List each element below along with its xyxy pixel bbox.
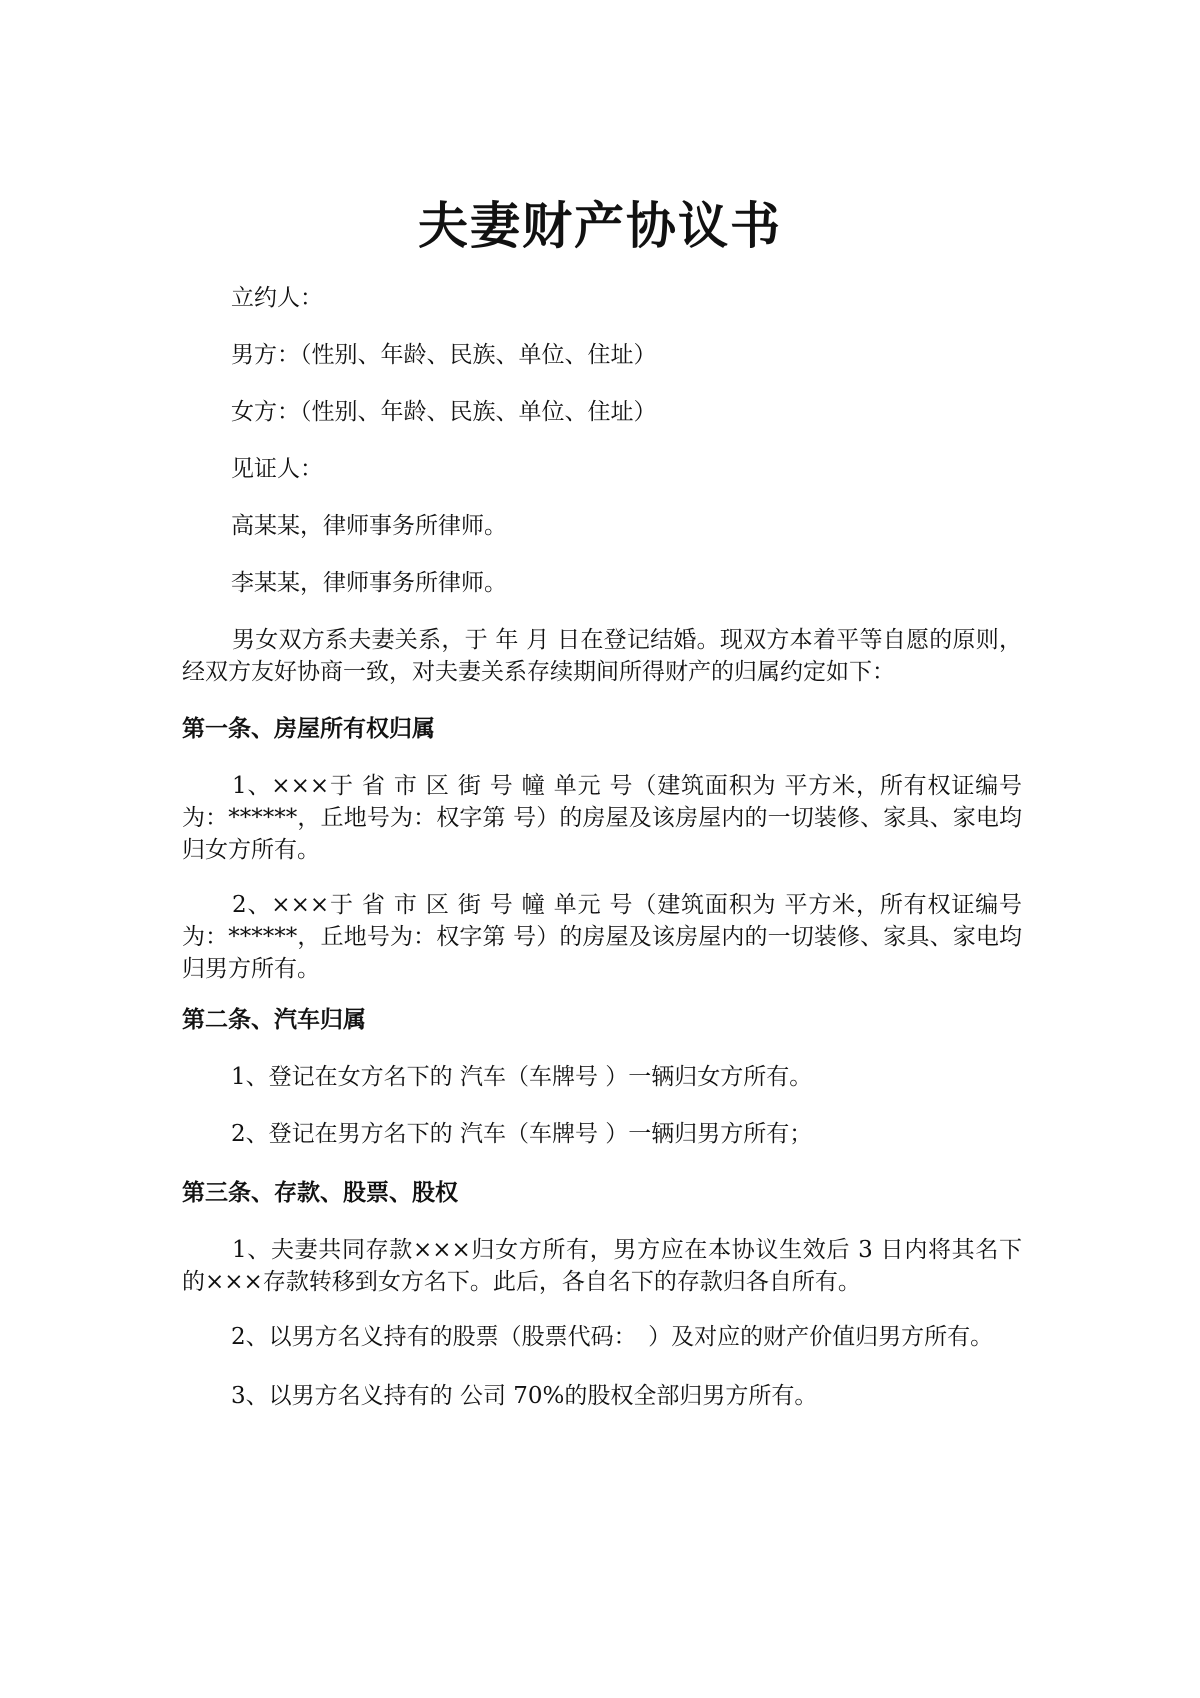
- witness-label: 见证人：: [231, 456, 323, 482]
- article-1-heading: 第一条、房屋所有权归属: [182, 716, 435, 742]
- article-3-item-3: 3、以男方名义持有的 公司 70%的股权全部归男方所有。: [231, 1383, 818, 1409]
- article-2-heading: 第二条、汽车归属: [182, 1007, 366, 1033]
- article-3-heading: 第三条、存款、股票、股权: [182, 1180, 458, 1206]
- document-title: 夫妻财产协议书: [418, 197, 782, 255]
- witness-2-line: 李某某，律师事务所律师。: [231, 570, 507, 596]
- article-1-item-1: 1、×××于 省 市 区 街 号 幢 单元 号（建筑面积为 平方米，所有权证编号为：******，丘地号为：权字第 号）的房屋及该房屋内的一切装修、家具、家电均归女方所有。: [182, 773, 1022, 863]
- article-1-item-2: 2、×××于 省 市 区 街 号 幢 单元 号（建筑面积为 平方米，所有权证编号为：******，丘地号为：权字第 号）的房屋及该房屋内的一切装修、家具、家电均归男方所有。: [182, 892, 1022, 982]
- article-2-item-1: 1、登记在女方名下的 汽车（车牌号 ）一辆归女方所有。: [231, 1064, 813, 1090]
- intro-paragraph: 男女双方系夫妻关系，于 年 月 日在登记结婚。现双方本着平等自愿的原则，经双方友好协商一致，对夫妻关系存续期间所得财产的归属约定如下：: [182, 627, 1022, 685]
- witness-1-line: 高某某，律师事务所律师。: [231, 513, 507, 539]
- parties-label: 立约人：: [231, 285, 323, 311]
- male-party-line: 男方：（性别、年龄、民族、单位、住址）: [231, 342, 657, 368]
- article-3-item-1: 1、夫妻共同存款×××归女方所有，男方应在本协议生效后 3 日内将其名下的×××存款转移到女方名下。此后，各自名下的存款归各自所有。: [182, 1237, 1022, 1295]
- article-2-item-2: 2、登记在男方名下的 汽车（车牌号 ）一辆归男方所有；: [231, 1121, 813, 1147]
- article-3-item-2: 2、以男方名义持有的股票（股票代码： ）及对应的财产价值归男方所有。: [231, 1324, 994, 1350]
- female-party-line: 女方：（性别、年龄、民族、单位、住址）: [231, 399, 657, 425]
